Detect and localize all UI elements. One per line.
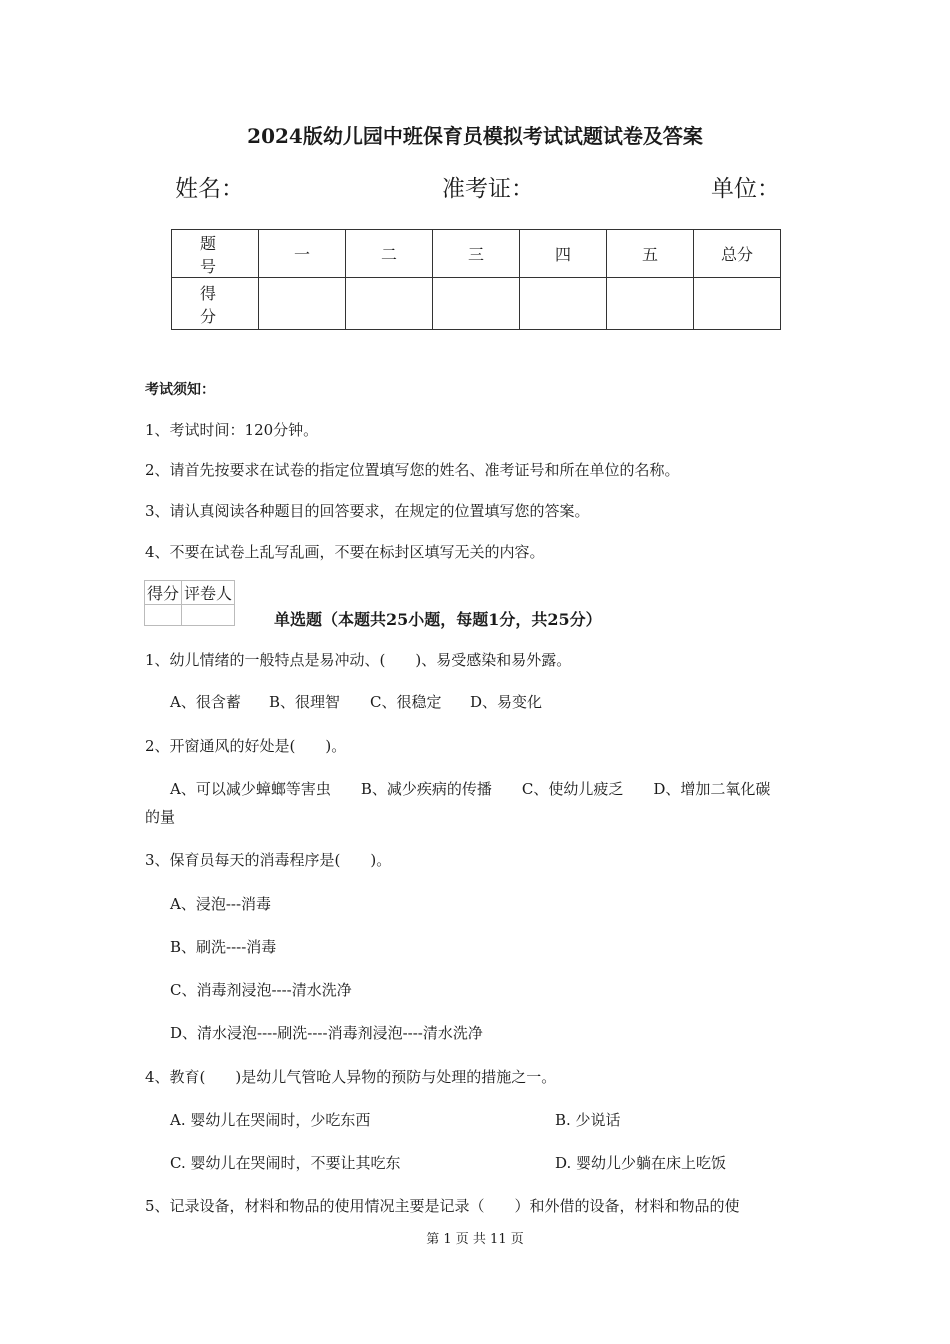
- option-b: B. 少说话: [555, 1111, 621, 1129]
- notice-item: 2、请首先按要求在试卷的指定位置填写您的姓名、准考证号和所在单位的名称。: [145, 461, 680, 479]
- section-title: 单选题（本题共25小题，每题1分，共25分）: [274, 610, 602, 629]
- option-c: C、很稳定: [370, 693, 442, 711]
- option-b: B、刷洗----消毒: [170, 938, 277, 956]
- question-stem: 3、保育员每天的消毒程序是( )。: [145, 851, 392, 869]
- score-cell[interactable]: [520, 278, 607, 330]
- score-table-score-row: [172, 278, 781, 330]
- question-stem: 2、开窗通风的好处是( )。: [145, 737, 347, 755]
- grader-score-cell[interactable]: [145, 605, 182, 626]
- page-title: 2024版幼儿园中班保育员模拟考试试题试卷及答案: [247, 124, 703, 148]
- notice-heading: 考试须知：: [145, 382, 215, 398]
- score-table-header-cell: 五: [607, 230, 694, 278]
- option-d: D、清水浸泡----刷洗----消毒剂浸泡----清水洗净: [170, 1024, 483, 1042]
- score-cell[interactable]: [433, 278, 520, 330]
- grader-box: [144, 580, 235, 626]
- notice-item: 1、考试时间：120分钟。: [145, 421, 319, 439]
- score-table-header-cell: 三: [433, 230, 520, 278]
- unit-field-label: 单位：: [711, 176, 780, 202]
- option-b: B、很理智: [269, 693, 341, 711]
- score-table-header-cell: 一: [259, 230, 346, 278]
- score-row-label: 得 分: [172, 278, 259, 330]
- score-cell[interactable]: [346, 278, 433, 330]
- page-footer: 第 1 页 共 11 页: [426, 1232, 524, 1247]
- score-table-header-cell: 二: [346, 230, 433, 278]
- score-table-header-cell: 四: [520, 230, 607, 278]
- score-cell[interactable]: [694, 278, 781, 330]
- score-table-header-cell: 题 号: [172, 230, 259, 278]
- option-a: A、很含蓄: [170, 693, 241, 711]
- exam-id-field-label: 准考证：: [442, 176, 534, 202]
- notice-item: 3、请认真阅读各种题目的回答要求，在规定的位置填写您的答案。: [145, 502, 590, 520]
- option-d: D. 婴幼儿少躺在床上吃饭: [555, 1154, 727, 1172]
- name-field-label: 姓名：: [175, 176, 244, 202]
- option-c: C. 婴幼儿在哭闹时，不要让其吃东: [170, 1154, 401, 1172]
- score-table: [171, 229, 781, 330]
- options-line: A、可以减少蟑螂等害虫 B、减少疾病的传播 C、使幼儿疲乏 D、增加二氧化碳: [170, 780, 771, 798]
- notice-item: 4、不要在试卷上乱写乱画，不要在标封区填写无关的内容。: [145, 543, 545, 561]
- score-cell[interactable]: [259, 278, 346, 330]
- score-table-header-row: [172, 230, 781, 278]
- question-stem: 1、幼儿情绪的一般特点是易冲动、( )、易受感染和易外露。: [145, 651, 572, 669]
- score-table-header-cell: 总分: [694, 230, 781, 278]
- option-a: A、浸泡---消毒: [170, 895, 272, 913]
- option-d: D、易变化: [470, 693, 543, 711]
- question-stem: 5、记录设备，材料和物品的使用情况主要是记录（ ）和外借的设备，材料和物品的使: [145, 1197, 740, 1215]
- option-c: C、消毒剂浸泡----清水洗净: [170, 981, 352, 999]
- grader-reviewer-label: 评卷人: [182, 581, 235, 605]
- options-line-continued: 的量: [145, 808, 176, 826]
- score-cell[interactable]: [607, 278, 694, 330]
- question-stem: 4、教育( )是幼儿气管呛人异物的预防与处理的措施之一。: [145, 1068, 557, 1086]
- grader-reviewer-cell[interactable]: [182, 605, 235, 626]
- option-a: A. 婴幼儿在哭闹时，少吃东西: [170, 1111, 371, 1129]
- grader-score-label: 得分: [145, 581, 182, 605]
